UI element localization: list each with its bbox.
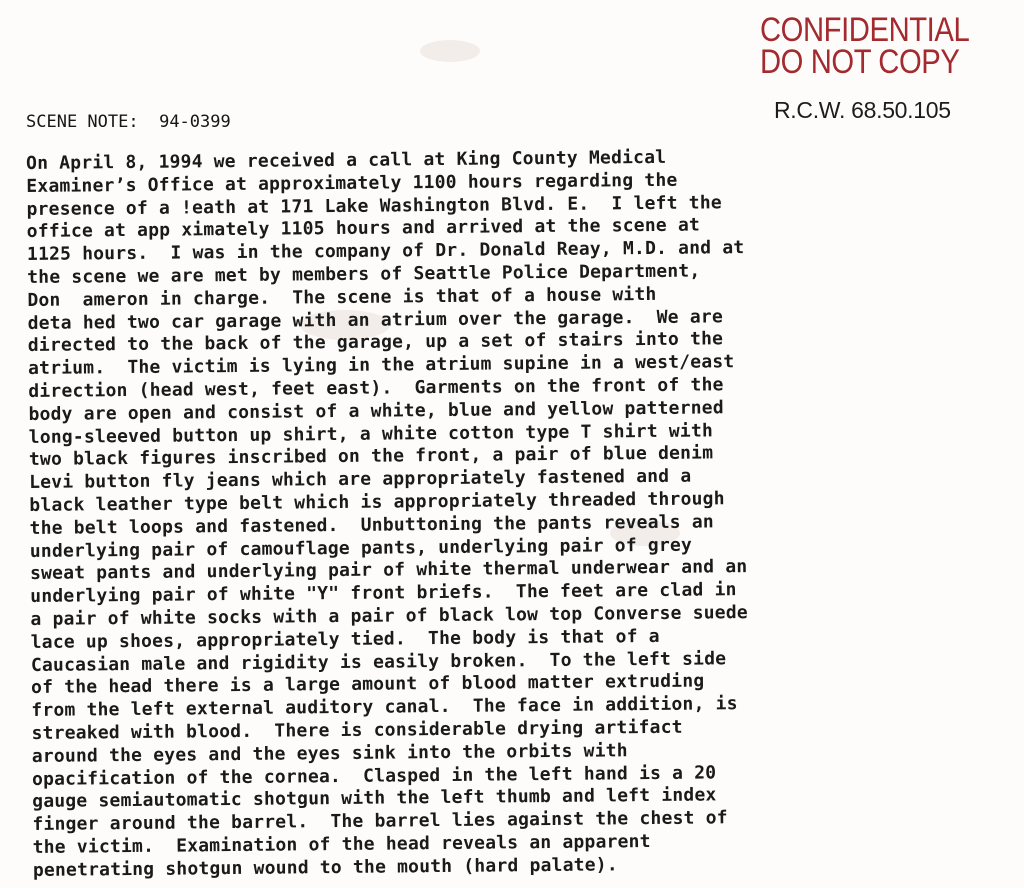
scan-speck: [420, 40, 480, 62]
body-text-line: Examiner’s Office at approximately 1100 hours regarding the: [26, 169, 678, 197]
body-text-line: of the head there is a large amount of blood matter extruding: [31, 670, 705, 699]
body-text-line: around the eyes and the eyes sink into the orbits with: [31, 739, 628, 767]
stamp-line-confidential: CONFIDENTIAL: [760, 11, 970, 49]
body-text-line: deta hed two car garage with an atrium over the garage. We are: [27, 305, 724, 334]
scene-note-label: SCENE NOTE:: [26, 112, 139, 132]
body-text-line: 1125 hours. I was in the company of Dr. Donald Reay, M.D. and at: [26, 237, 745, 266]
body-text-line: direction (head west, feet east). Garments on the front of the: [28, 374, 724, 402]
body-text-line: the scene we are met by members of Seattle Police Department,: [27, 260, 701, 288]
body-text-line: gauge semiautomatic shotgun with the left thumb and left index: [32, 784, 717, 813]
body-text-line: the belt loops and fastened. Unbuttoning the pants reveals an: [29, 511, 714, 539]
body-text-line: atrium. The victim is lying in the atrium supine in a west/east: [27, 351, 735, 380]
body-text-line: presence of a !eath at 171 Lake Washington Blvd. E. I left the: [26, 191, 722, 220]
body-text-line: long-sleeved button up shirt, a white cotton type T shirt with: [28, 419, 714, 448]
body-text-line: underlying pair of camouflage pants, underlying pair of grey: [29, 534, 693, 562]
body-text-line: opacification of the cornea. Clasped in the left hand is a 20: [31, 761, 717, 790]
body-text-line: On April 8, 1994 we received a call at King County Medical: [26, 146, 667, 174]
body-text-line: directed to the back of the garage, up a set of stairs into the: [27, 328, 724, 357]
body-text-line: Caucasian male and rigidity is easily broken. To the left side: [30, 647, 727, 676]
body-text-line: the victim. Examination of the head reveals an apparent: [32, 830, 651, 858]
body-text-line: underlying pair of white "Y" front briefs. The feet are clad in: [30, 579, 737, 608]
body-text-line: finger around the barrel. The barrel lies against the chest of: [32, 807, 728, 836]
body-text-line: black leather type belt which is appropriately threaded through: [29, 488, 725, 516]
body-text-line: streaked with blood. There is considerable drying artifact: [31, 716, 683, 744]
body-text-line: Don ameron in charge. The scene is that of a house with: [27, 283, 657, 311]
statute-reference: R.C.W. 68.50.105: [774, 97, 951, 123]
body-text-line: office at app ximately 1105 hours and arrived at the scene at: [26, 214, 701, 243]
body-text-line: lace up shoes, appropriately tied. The body is that of a: [30, 625, 660, 653]
stamp-line-do-not-copy: DO NOT COPY: [760, 43, 960, 81]
scene-note-number: 94-0399: [159, 112, 231, 132]
scene-note-heading: [26, 112, 231, 132]
scene-note-body: [26, 144, 993, 883]
body-text-line: a pair of white socks with a pair of black low top Converse suede: [30, 602, 748, 630]
confidential-stamp: [760, 11, 970, 81]
body-text-line: Levi button fly jeans which are appropriately fastened and a: [29, 465, 692, 494]
body-text-line: from the left external auditory canal. The face in addition, is: [31, 693, 738, 722]
body-text-line: body are open and consist of a white, blue and yellow patterned: [28, 397, 724, 425]
body-text-line: two black figures inscribed on the front, a pair of blue denim: [28, 442, 714, 471]
body-text-line: sweat pants and underlying pair of white thermal underwear and an: [29, 556, 748, 585]
body-text-line: penetrating shotgun wound to the mouth (hard palate).: [32, 854, 618, 881]
